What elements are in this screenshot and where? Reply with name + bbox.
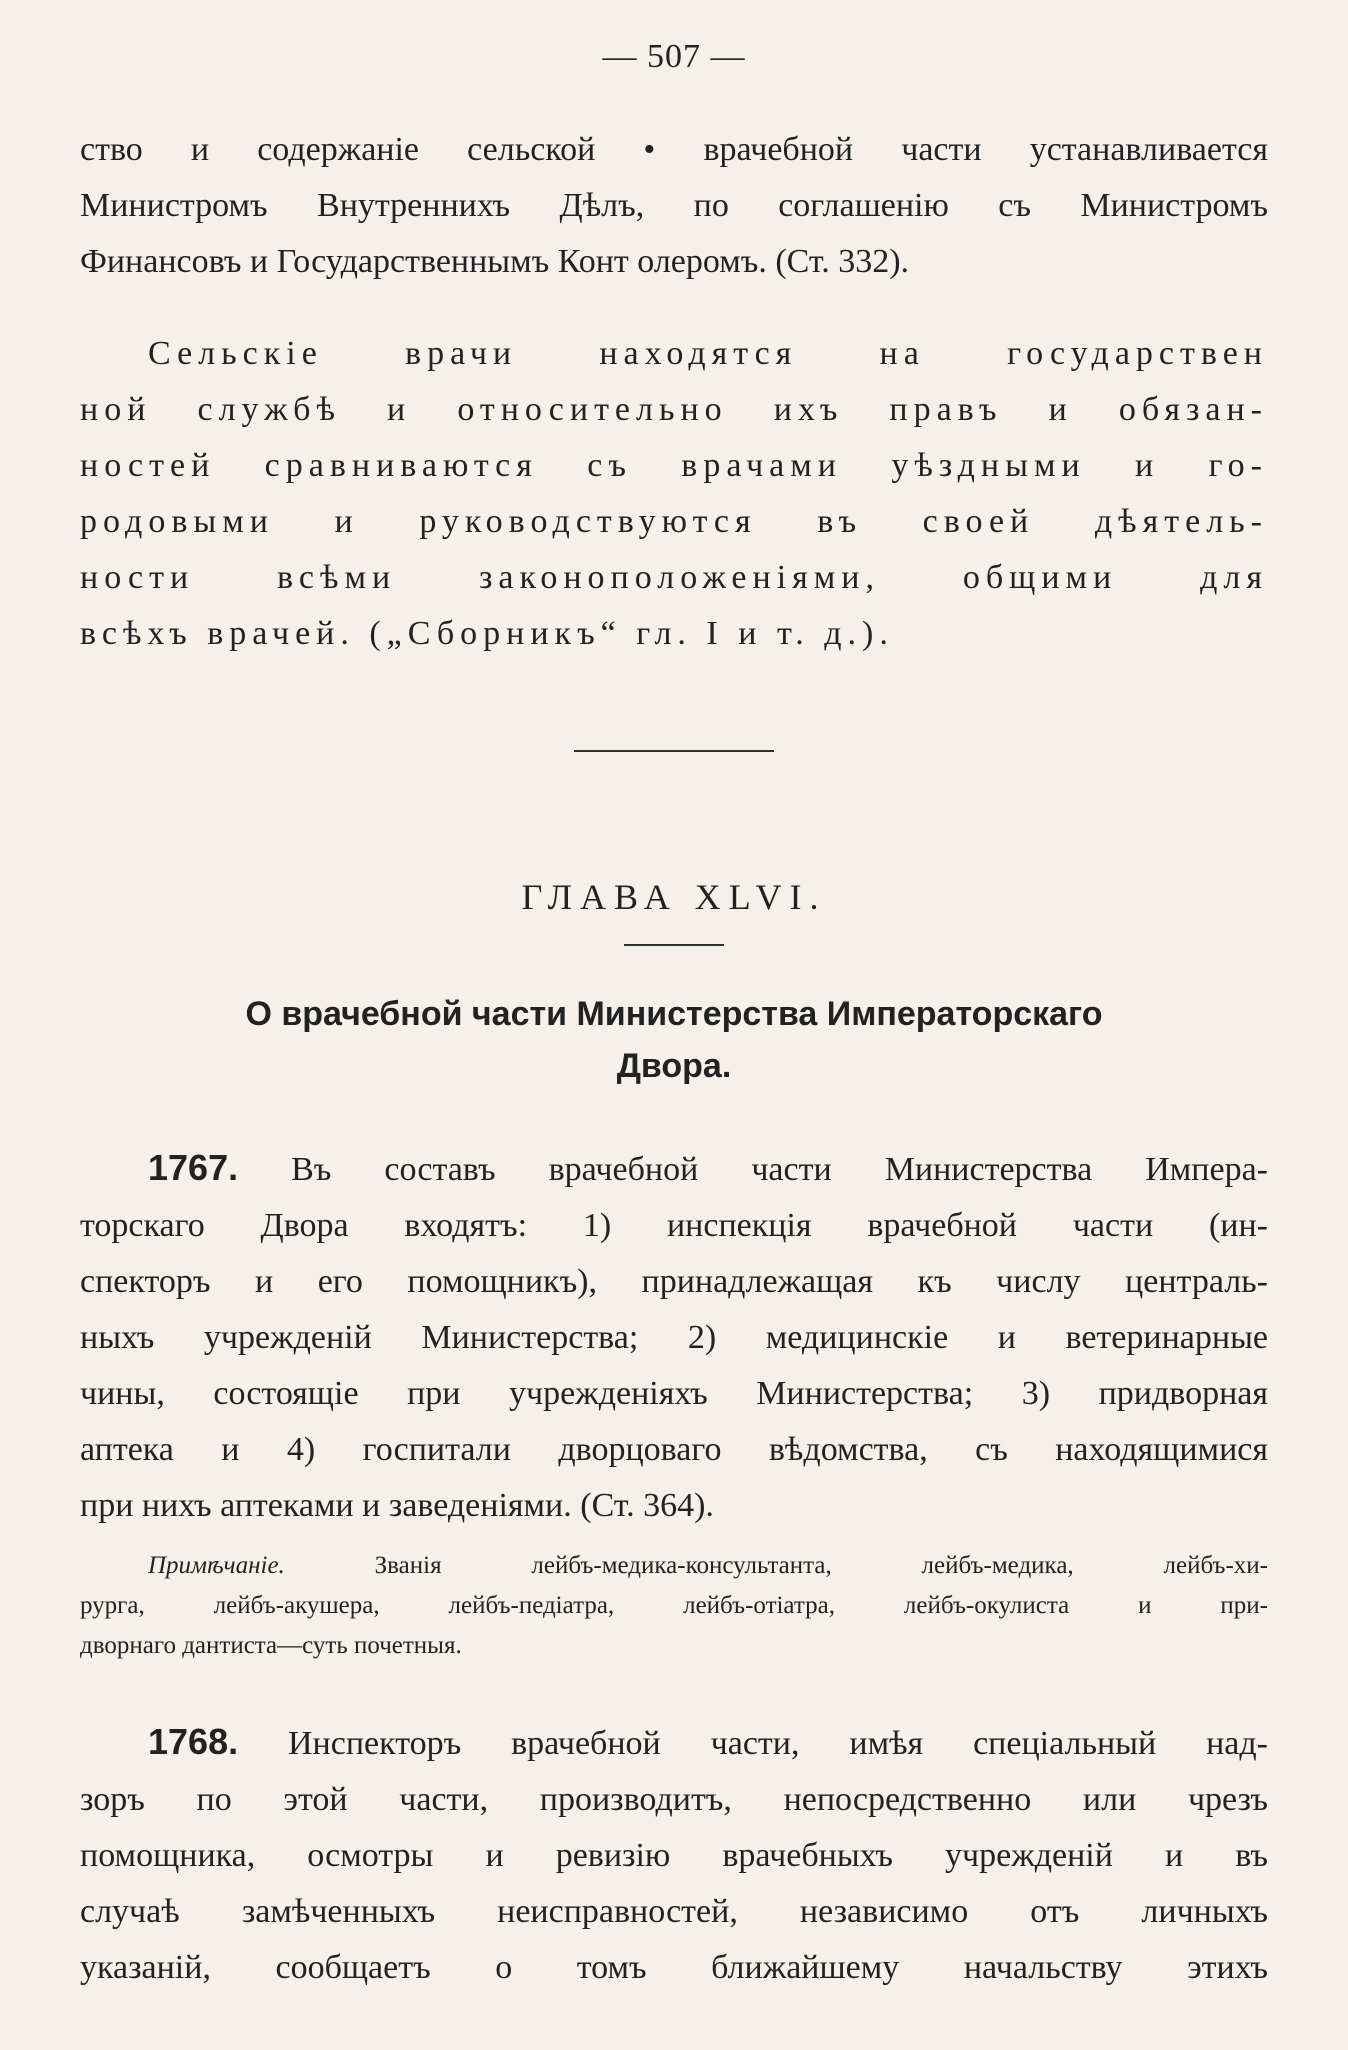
text-line: рурга, лейбъ-акушера, лейбъ-педіатра, лейбъ-отіатра, лейбъ-окулиста и при- bbox=[80, 1592, 1268, 1619]
text-line: родовыми и руководствуются въ своей дѣятель- bbox=[80, 503, 1268, 540]
text-line: при нихъ аптеками и заведеніями. (Ст. 364). bbox=[80, 1487, 714, 1524]
text-line: Въ составъ врачебной части Министерства Импера- bbox=[291, 1151, 1268, 1188]
text-line: указаній, сообщаетъ о томъ ближайшему начальству этихъ bbox=[80, 1949, 1268, 1986]
chapter-heading: ГЛАВА XLVI. bbox=[521, 877, 827, 917]
article-number: 1767. bbox=[148, 1147, 239, 1188]
text-line: аптека и 4) госпитали дворцоваго вѣдомства, съ находящимися bbox=[80, 1431, 1268, 1468]
text-line: Финансовъ и Государственнымъ Конт олеромъ. (Ст. 332). bbox=[80, 243, 910, 280]
text-line: зоръ по этой части, производитъ, непосредственно или чрезъ bbox=[80, 1781, 1268, 1818]
text-line: всѣхъ врачей. („Сборникъ“ гл. I и т. д.). bbox=[80, 615, 894, 652]
text-line: дворнаго дантиста—суть почетныя. bbox=[80, 1632, 462, 1659]
article-1768 bbox=[80, 1714, 1268, 1996]
footnote bbox=[80, 1546, 1268, 1666]
page-number: — 507 — bbox=[602, 38, 746, 75]
text-line: чины, состоящіе при учрежденіяхъ Министерства; 3) придворная bbox=[80, 1375, 1268, 1412]
text-line: Инспекторъ врачебной части, имѣя спеціальный над- bbox=[288, 1725, 1268, 1762]
paragraph-rural-doctors bbox=[80, 326, 1268, 662]
article-first-line bbox=[80, 1140, 1268, 1198]
text-line: Министромъ Внутреннихъ Дѣлъ, по соглашенію съ Министромъ bbox=[80, 187, 1268, 224]
note-first-line bbox=[80, 1546, 1268, 1586]
text-line: случаѣ замѣченныхъ неисправностей, независимо отъ личныхъ bbox=[80, 1893, 1268, 1930]
text-line: ной службѣ и относительно ихъ правъ и обязан- bbox=[80, 391, 1268, 428]
text-line: ство и содержаніе сельской • врачебной части устанавливается bbox=[80, 131, 1268, 168]
chapter-divider bbox=[624, 944, 724, 946]
text-line: спекторъ и его помощникъ), принадлежащая къ числу централь- bbox=[80, 1263, 1268, 1300]
article-number: 1768. bbox=[148, 1721, 239, 1762]
note-label: Примѣчаніе. bbox=[148, 1552, 285, 1579]
text-line: ныхъ учрежденій Министерства; 2) медицинскіе и ветеринарные bbox=[80, 1319, 1268, 1356]
text-line: торскаго Двора входятъ: 1) инспекція врачебной части (ин- bbox=[80, 1207, 1268, 1244]
text-line: Сельскіе врачи находятся на государствен bbox=[148, 335, 1268, 372]
paragraph-continuation bbox=[80, 122, 1268, 290]
text-line: ностей сравниваются съ врачами уѣздными и го- bbox=[80, 447, 1268, 484]
text-line: Званія лейбъ-медика-консультанта, лейбъ-медика, лейбъ-хи- bbox=[374, 1552, 1269, 1579]
section-title-line: О врачебной части Министерства Императорскаго bbox=[245, 995, 1103, 1033]
article-1767 bbox=[80, 1140, 1268, 1534]
article-first-line bbox=[80, 1714, 1268, 1772]
section-title bbox=[80, 988, 1268, 1092]
section-divider bbox=[574, 750, 774, 752]
text-line: ности всѣми законоположеніями, общими для bbox=[80, 559, 1268, 596]
text-line: помощника, осмотры и ревизію врачебныхъ учрежденій и въ bbox=[80, 1837, 1268, 1874]
section-title-line: Двора. bbox=[616, 1047, 732, 1085]
